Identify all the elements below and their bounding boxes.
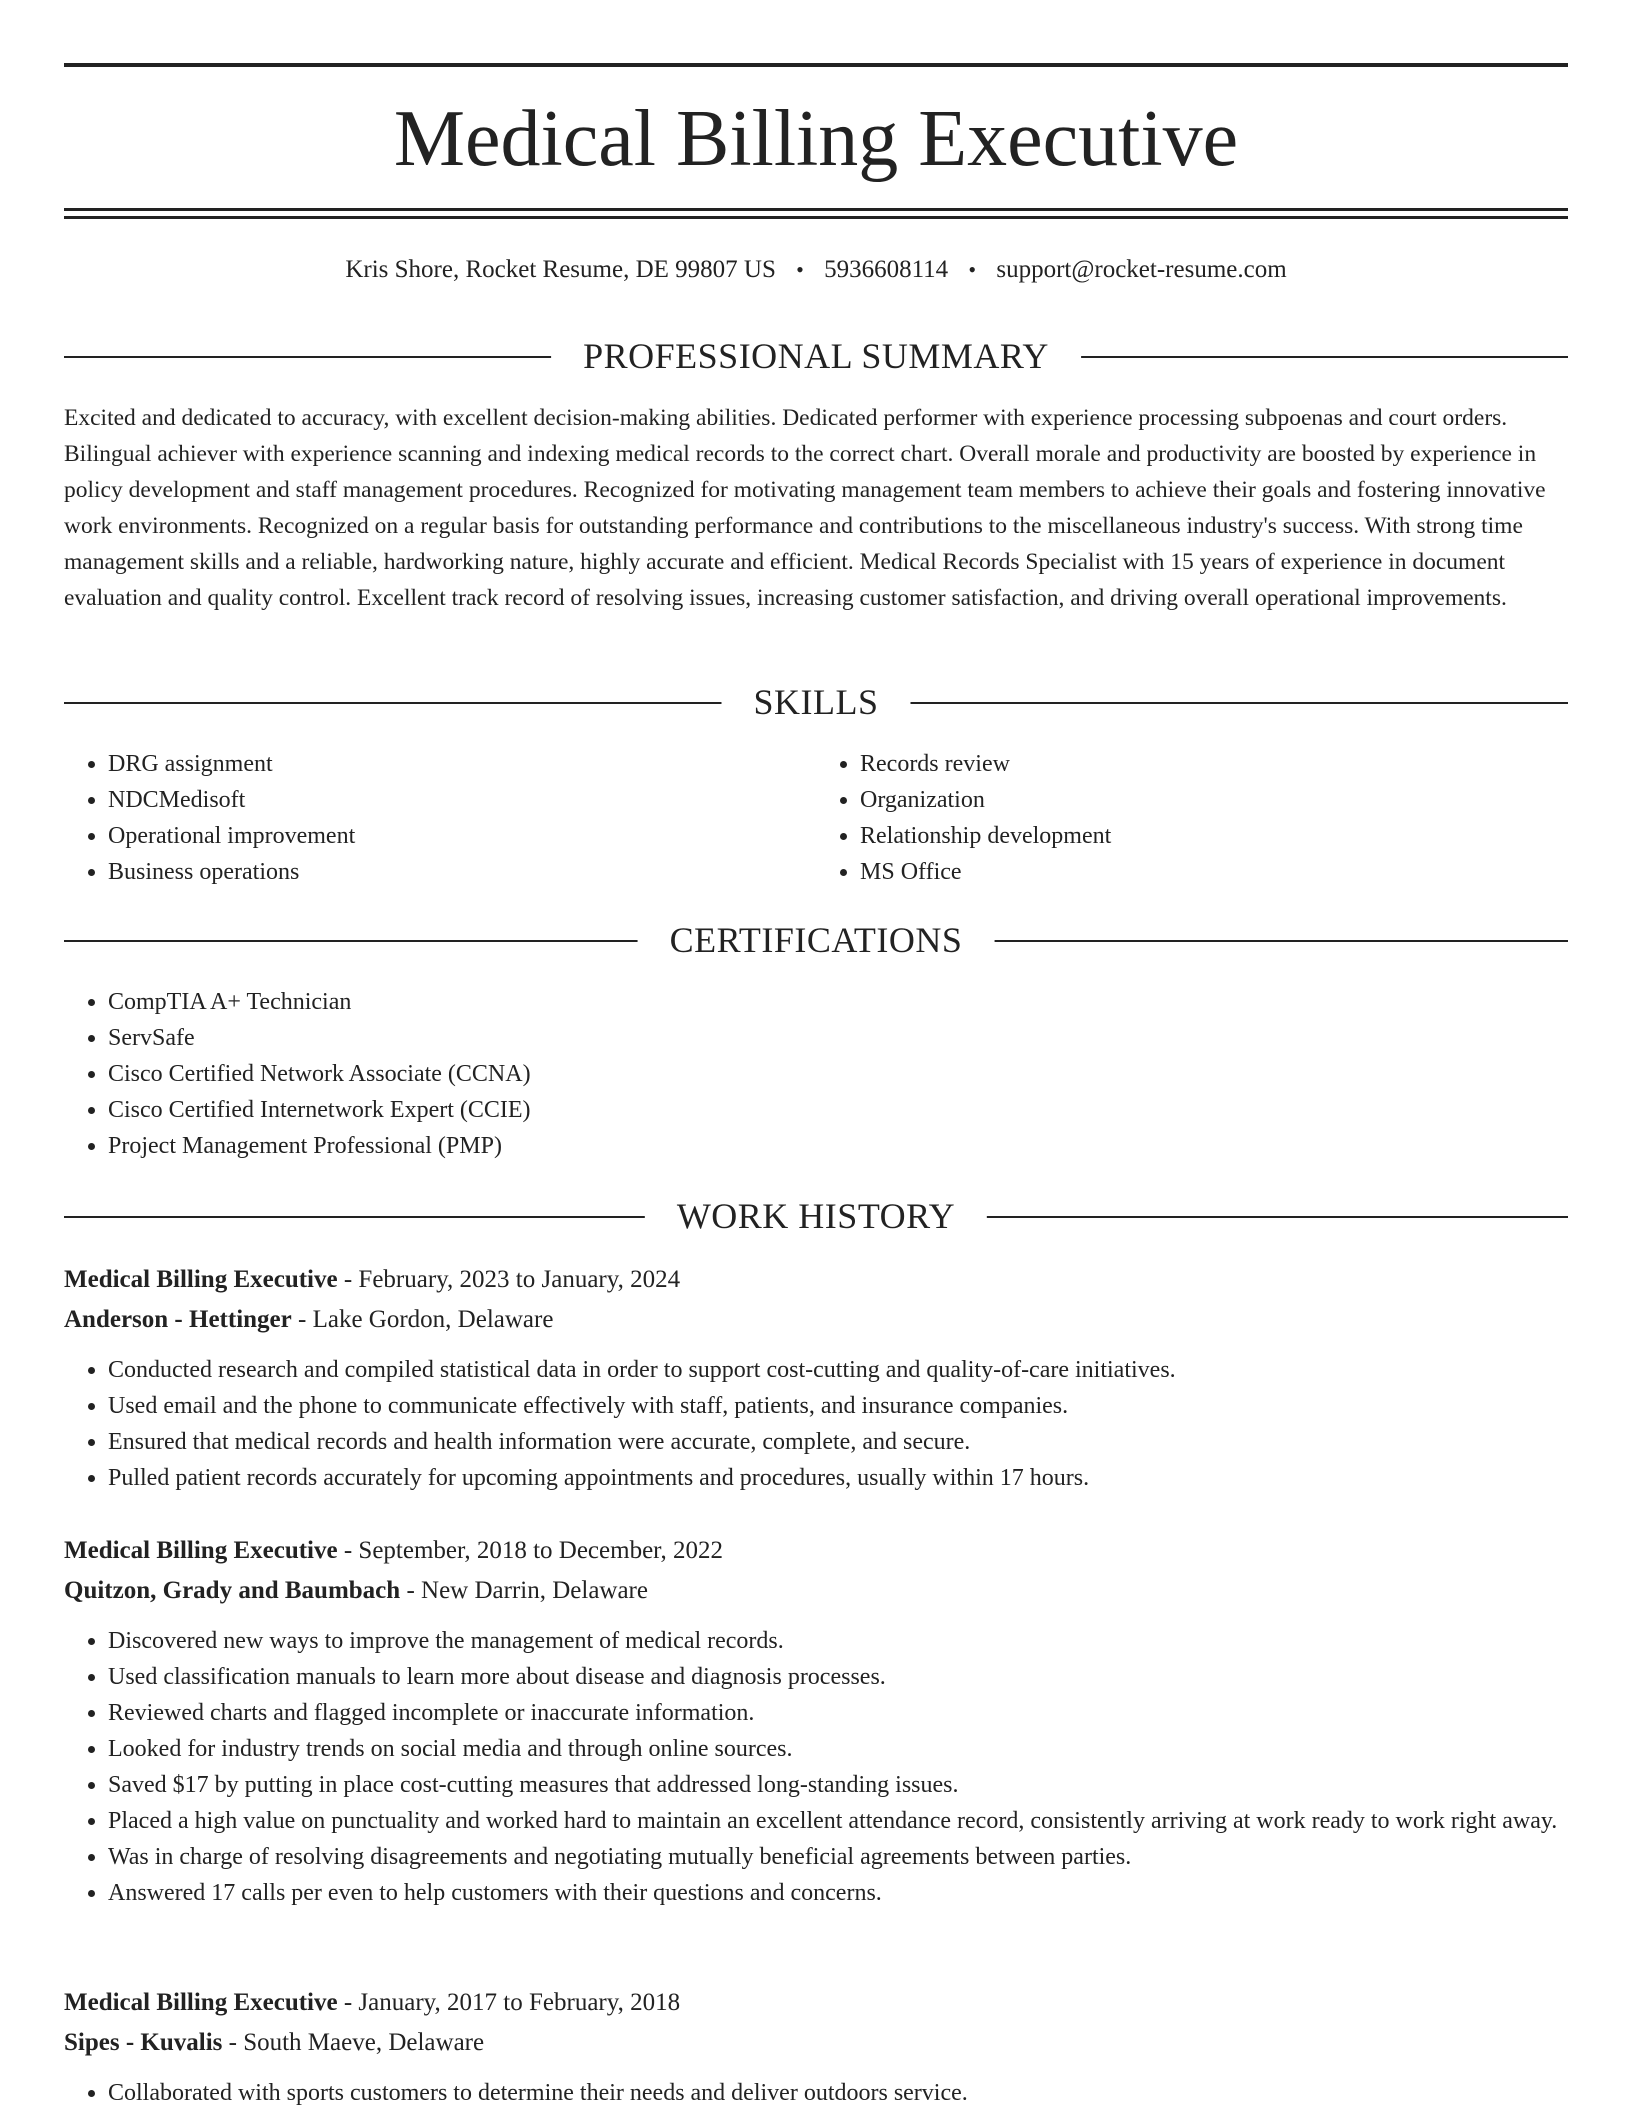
job-bullet: • Saved $17 by putting in place cost-cutting measures that addressed long-standing issues.: [108, 1767, 1568, 1803]
job-bullet: • Pulled patient records accurately for upcoming appointments and procedures, usually within 17 hours.: [108, 1460, 1568, 1496]
job-title-line: Medical Billing Executive - January, 2017 to February, 2018: [64, 1989, 681, 2016]
contact-phone: 5936608114: [824, 256, 949, 283]
section-title: CERTIFICATIONS: [638, 918, 995, 962]
job-company: Quitzon, Grady and Baumbach: [64, 1577, 401, 1604]
skill-item: • Organization: [860, 782, 1568, 818]
job-location: Lake Gordon, Delaware: [312, 1306, 554, 1333]
certification-item: • Cisco Certified Network Associate (CCNA): [108, 1056, 1568, 1092]
section-title: WORK HISTORY: [645, 1194, 987, 1238]
job-bullet: • Used email and the phone to communicate effectively with staff, patients, and insurance companies.: [108, 1388, 1568, 1424]
job-dates: September, 2018 to December, 2022: [358, 1537, 723, 1564]
job-bullet: • Reviewed charts and flagged incomplete or inaccurate information.: [108, 1695, 1568, 1731]
header-top-rule: [64, 63, 1568, 67]
section-heading-summary: [64, 334, 1568, 378]
skills-list-right: [816, 746, 1568, 890]
job-title: Medical Billing Executive: [64, 1989, 338, 2016]
contact-email: support@rocket-resume.com: [996, 256, 1287, 283]
certifications-block: [64, 984, 1568, 1164]
section-title: PROFESSIONAL SUMMARY: [551, 334, 1081, 378]
job-bullets: [64, 1623, 1568, 1911]
skills-list-left: [64, 746, 816, 890]
job-company-line: Anderson - Hettinger - Lake Gordon, Delaware: [64, 1306, 554, 1333]
job-bullet: • Collaborated with sports customers to determine their needs and deliver outdoors service.: [108, 2075, 1568, 2111]
resume-title: Medical Billing Executive: [393, 95, 1239, 183]
job-bullet: • Conducted research and compiled statistical data in order to support cost-cutting and quality-of-care initiatives.: [108, 1352, 1568, 1388]
skill-item: • Operational improvement: [108, 818, 816, 854]
certifications-list: [64, 984, 1568, 1164]
job-title: Medical Billing Executive: [64, 1266, 338, 1293]
section-heading-certifications: [64, 918, 1568, 962]
header-double-rule-lower: [64, 216, 1568, 219]
certification-item: • Project Management Professional (PMP): [108, 1128, 1568, 1164]
contact-line: [64, 254, 1568, 286]
job-bullet: • Placed a high value on punctuality and worked hard to maintain an excellent attendance record, consistently arriving at work ready to work right away.: [108, 1803, 1568, 1839]
certification-item: • CompTIA A+ Technician: [108, 984, 1568, 1020]
header-double-rule-upper: [64, 208, 1568, 211]
skill-item: • DRG assignment: [108, 746, 816, 782]
job-location: South Maeve, Delaware: [243, 2029, 485, 2056]
skills-columns: [64, 746, 1568, 890]
professional-summary-text: Excited and dedicated to accuracy, with excellent decision-making abilities. Dedicated performer with experience processing subpoenas and court orders. Bilingual achiever with experience scanning and indexing medical records to the correct chart. Overall morale and productivity are boosted by experience in policy development and staff management procedures. Recognized for motivating management team members to achieve their goals and fostering innovative work environments. Recognized on a regular basis for outstanding performance and contributions to the miscellaneous industry's success. With strong time management skills and a reliable, hardworking nature, highly accurate and efficient. Medical Records Specialist with 15 years of experience in document evaluation and quality control. Excellent track record of resolving issues, increasing customer satisfaction, and driving overall operational improvements.: [64, 405, 1546, 611]
contact-separator: •: [796, 257, 804, 282]
skill-item: • Business operations: [108, 854, 816, 890]
job-dates: January, 2017 to February, 2018: [358, 1989, 681, 2016]
skill-item: • Records review: [860, 746, 1568, 782]
job-dates: February, 2023 to January, 2024: [358, 1266, 681, 1293]
job-title-line: Medical Billing Executive - February, 2023 to January, 2024: [64, 1266, 681, 1293]
job-bullets: [64, 2075, 1568, 2111]
job-company-line: Sipes - Kuvalis - South Maeve, Delaware: [64, 2029, 485, 2056]
job-bullet: • Looked for industry trends on social media and through online sources.: [108, 1731, 1568, 1767]
skill-item: • MS Office: [860, 854, 1568, 890]
job-bullet: • Ensured that medical records and health information were accurate, complete, and secure.: [108, 1424, 1568, 1460]
job-entry: [64, 1983, 1568, 2111]
job-title-line: Medical Billing Executive - September, 2018 to December, 2022: [64, 1537, 723, 1564]
section-heading-skills: [64, 680, 1568, 724]
certification-item: • ServSafe: [108, 1020, 1568, 1056]
skill-item: • Relationship development: [860, 818, 1568, 854]
job-location: New Darrin, Delaware: [421, 1577, 648, 1604]
job-bullets: [64, 1352, 1568, 1496]
job-bullet: • Was in charge of resolving disagreements and negotiating mutually beneficial agreements between parties.: [108, 1839, 1568, 1875]
section-heading-work-history: [64, 1194, 1568, 1238]
job-entry: [64, 1531, 1568, 1911]
section-title: SKILLS: [721, 680, 910, 724]
job-company: Sipes - Kuvalis: [64, 2029, 223, 2056]
job-bullet: • Answered 17 calls per even to help customers with their questions and concerns.: [108, 1875, 1568, 1911]
job-company: Anderson - Hettinger: [64, 1306, 292, 1333]
job-bullet: • Discovered new ways to improve the management of medical records.: [108, 1623, 1568, 1659]
job-title: Medical Billing Executive: [64, 1537, 338, 1564]
contact-separator: •: [968, 257, 977, 282]
job-entry: [64, 1260, 1568, 1496]
contact-address: Kris Shore, Rocket Resume, DE 99807 US: [345, 256, 776, 283]
certification-item: • Cisco Certified Internetwork Expert (CCIE): [108, 1092, 1568, 1128]
job-bullet: • Used classification manuals to learn more about disease and diagnosis processes.: [108, 1659, 1568, 1695]
job-company-line: Quitzon, Grady and Baumbach - New Darrin, Delaware: [64, 1577, 648, 1604]
skill-item: • NDCMedisoft: [108, 782, 816, 818]
